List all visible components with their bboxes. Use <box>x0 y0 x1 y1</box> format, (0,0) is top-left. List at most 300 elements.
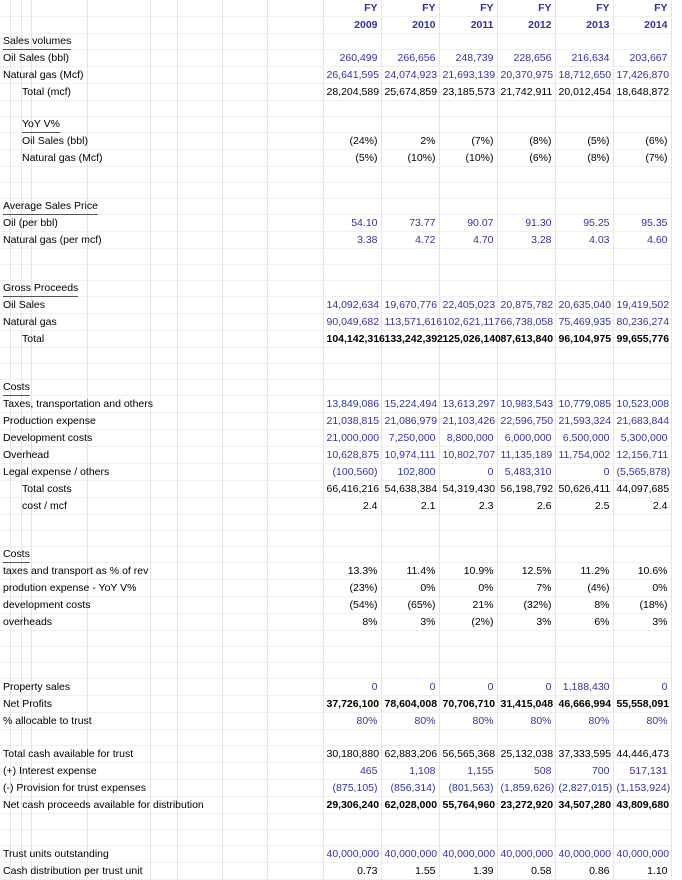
grid-cell[interactable] <box>222 797 267 814</box>
grid-cell[interactable] <box>267 830 323 846</box>
grid-cell[interactable] <box>222 84 267 101</box>
grid-cell[interactable] <box>0 331 45 348</box>
value-cell-gross_proceeds_hdr-2014[interactable] <box>613 281 671 297</box>
grid-cell[interactable] <box>222 780 267 797</box>
grid-cell[interactable] <box>267 696 323 713</box>
grid-cell[interactable] <box>150 430 177 447</box>
value-cell-spacer9-2009[interactable] <box>323 531 381 547</box>
value-cell-dev_costs_yoy-2012[interactable]: (32%) <box>497 597 555 614</box>
grid-cell[interactable] <box>0 265 10 281</box>
grid-cell[interactable] <box>87 481 150 498</box>
grid-cell[interactable] <box>177 265 222 281</box>
grid-cell[interactable] <box>177 447 222 464</box>
grid-cell[interactable] <box>21 265 31 281</box>
value-cell-yoy_oil-2014[interactable]: (6%) <box>613 133 671 150</box>
value-cell-total_mcf-2013[interactable]: 20,012,454 <box>555 84 613 101</box>
value-cell-taxes_transport-2010[interactable]: 15,224,494 <box>381 396 439 413</box>
grid-cell[interactable] <box>10 150 21 167</box>
value-cell-spacer10-2009[interactable] <box>323 631 381 647</box>
grid-cell[interactable] <box>267 563 323 580</box>
grid-cell[interactable] <box>0 515 10 531</box>
grid-cell[interactable] <box>31 647 87 663</box>
grid-cell[interactable] <box>222 498 267 515</box>
grid-cell[interactable] <box>21 830 31 846</box>
value-cell-net_cash_proceeds-2012[interactable]: 23,272,920 <box>497 797 555 814</box>
grid-cell[interactable] <box>150 498 177 515</box>
grid-cell[interactable] <box>150 631 177 647</box>
grid-cell[interactable] <box>10 730 21 746</box>
grid-cell[interactable] <box>87 647 150 663</box>
value-cell-prod_exp_yoy-2013[interactable]: (4%) <box>555 580 613 597</box>
grid-cell[interactable] <box>87 814 150 830</box>
value-cell-gross_proceeds_hdr-2009[interactable] <box>323 281 381 297</box>
value-cell-spacer1-2014[interactable] <box>613 101 671 117</box>
value-cell-spacer13-2011[interactable] <box>439 730 497 746</box>
grid-cell[interactable] <box>21 0 31 17</box>
value-cell-prod_exp_yoy-2014[interactable]: 0% <box>613 580 671 597</box>
grid-cell[interactable] <box>0 84 72 101</box>
grid-cell[interactable] <box>10 167 21 183</box>
grid-cell[interactable] <box>177 314 222 331</box>
value-cell-provision_trust-2012[interactable]: (1,859,626) <box>497 780 555 797</box>
column-header-year-2012[interactable]: 2012 <box>497 17 555 34</box>
grid-cell[interactable] <box>31 531 87 547</box>
value-cell-total_mcf-2009[interactable]: 28,204,589 <box>323 84 381 101</box>
value-cell-cost_per_mcf-2011[interactable]: 2.3 <box>439 498 497 515</box>
grid-cell[interactable] <box>87 297 150 314</box>
grid-cell[interactable] <box>0 547 30 563</box>
value-cell-costs_hdr-2011[interactable] <box>439 380 497 396</box>
value-cell-gas_per_mcf-2013[interactable]: 4.03 <box>555 232 613 249</box>
grid-cell[interactable] <box>222 531 267 547</box>
grid-cell[interactable] <box>150 396 177 413</box>
grid-cell[interactable] <box>222 314 267 331</box>
grid-cell[interactable] <box>10 183 21 199</box>
grid-cell[interactable] <box>177 67 222 84</box>
value-cell-spacer3-2012[interactable] <box>497 183 555 199</box>
grid-cell[interactable] <box>177 150 222 167</box>
value-cell-gas_per_mcf-2009[interactable]: 3.38 <box>323 232 381 249</box>
grid-cell[interactable] <box>87 498 150 515</box>
value-cell-net_profits-2011[interactable]: 70,706,710 <box>439 696 497 713</box>
grid-cell[interactable] <box>267 863 323 880</box>
grid-cell[interactable] <box>267 34 323 50</box>
grid-cell[interactable] <box>267 117 323 133</box>
value-cell-interest_expense-2012[interactable]: 508 <box>497 763 555 780</box>
grid-cell[interactable] <box>87 17 150 34</box>
grid-cell[interactable] <box>21 730 31 746</box>
grid-cell[interactable] <box>177 780 222 797</box>
grid-cell[interactable] <box>10 631 21 647</box>
value-cell-net_profits-2014[interactable]: 55,558,091 <box>613 696 671 713</box>
value-cell-development_costs-2014[interactable]: 5,300,000 <box>613 430 671 447</box>
grid-cell[interactable] <box>150 647 177 663</box>
value-cell-total_costs-2013[interactable]: 50,626,411 <box>555 481 613 498</box>
grid-cell[interactable] <box>10 364 21 380</box>
grid-cell[interactable] <box>222 563 267 580</box>
value-cell-overheads_yoy-2011[interactable]: (2%) <box>439 614 497 631</box>
grid-cell[interactable] <box>0 563 149 580</box>
grid-cell[interactable] <box>31 515 87 531</box>
value-cell-trust_units-2011[interactable]: 40,000,000 <box>439 846 497 863</box>
grid-cell[interactable] <box>177 614 222 631</box>
value-cell-spacer6-2010[interactable] <box>381 348 439 364</box>
value-cell-gp_natural_gas-2014[interactable]: 80,236,274 <box>613 314 671 331</box>
value-cell-spacer12-2010[interactable] <box>381 663 439 679</box>
value-cell-gp_natural_gas-2009[interactable]: 90,049,682 <box>323 314 381 331</box>
grid-cell[interactable] <box>10 117 21 133</box>
value-cell-legal_expense-2010[interactable]: 102,800 <box>381 464 439 481</box>
value-cell-spacer4-2009[interactable] <box>323 249 381 265</box>
column-header-fy-2010[interactable]: FY <box>381 0 439 17</box>
grid-cell[interactable] <box>0 183 10 199</box>
grid-cell[interactable] <box>222 580 267 597</box>
grid-cell[interactable] <box>150 167 177 183</box>
value-cell-property_sales-2013[interactable]: 1,188,430 <box>555 679 613 696</box>
value-cell-natural_gas_mcf-2012[interactable]: 20,370,975 <box>497 67 555 84</box>
value-cell-spacer10-2013[interactable] <box>555 631 613 647</box>
grid-cell[interactable] <box>0 281 79 297</box>
grid-cell[interactable] <box>267 797 323 814</box>
value-cell-provision_trust-2011[interactable]: (801,563) <box>439 780 497 797</box>
value-cell-sales_volumes_hdr-2011[interactable] <box>439 34 497 50</box>
value-cell-property_sales-2011[interactable]: 0 <box>439 679 497 696</box>
value-cell-taxes_transport-2011[interactable]: 13,613,297 <box>439 396 497 413</box>
value-cell-total_costs-2011[interactable]: 54,319,430 <box>439 481 497 498</box>
grid-cell[interactable] <box>150 780 177 797</box>
grid-cell[interactable] <box>31 183 87 199</box>
value-cell-spacer11-2012[interactable] <box>497 647 555 663</box>
grid-cell[interactable] <box>87 183 150 199</box>
grid-cell[interactable] <box>222 117 267 133</box>
value-cell-spacer3-2010[interactable] <box>381 183 439 199</box>
grid-cell[interactable] <box>87 364 150 380</box>
value-cell-pct_allocable-2010[interactable]: 80% <box>381 713 439 730</box>
value-cell-spacer4-2013[interactable] <box>555 249 613 265</box>
value-cell-dev_costs_yoy-2013[interactable]: 8% <box>555 597 613 614</box>
value-cell-trust_units-2014[interactable]: 40,000,000 <box>613 846 671 863</box>
value-cell-spacer13-2009[interactable] <box>323 730 381 746</box>
value-cell-spacer8-2010[interactable] <box>381 515 439 531</box>
grid-cell[interactable] <box>0 863 143 880</box>
grid-cell[interactable] <box>0 215 58 232</box>
grid-cell[interactable] <box>177 481 222 498</box>
grid-cell[interactable] <box>0 199 98 215</box>
grid-cell[interactable] <box>31 364 87 380</box>
grid-cell[interactable] <box>267 597 323 614</box>
value-cell-overheads_yoy-2012[interactable]: 3% <box>497 614 555 631</box>
value-cell-development_costs-2009[interactable]: 21,000,000 <box>323 430 381 447</box>
value-cell-spacer9-2012[interactable] <box>497 531 555 547</box>
column-header-year-2013[interactable]: 2013 <box>555 17 613 34</box>
value-cell-spacer1-2013[interactable] <box>555 101 613 117</box>
grid-cell[interactable] <box>177 430 222 447</box>
value-cell-spacer11-2009[interactable] <box>323 647 381 663</box>
grid-cell[interactable] <box>222 663 267 679</box>
grid-cell[interactable] <box>150 547 177 563</box>
grid-cell[interactable] <box>21 814 31 830</box>
grid-cell[interactable] <box>150 249 177 265</box>
grid-cell[interactable] <box>150 84 177 101</box>
value-cell-spacer3-2009[interactable] <box>323 183 381 199</box>
value-cell-spacer9-2011[interactable] <box>439 531 497 547</box>
grid-cell[interactable] <box>177 348 222 364</box>
value-cell-spacer9-2010[interactable] <box>381 531 439 547</box>
grid-cell[interactable] <box>87 133 150 150</box>
value-cell-gp_natural_gas-2010[interactable]: 113,571,616 <box>381 314 439 331</box>
grid-cell[interactable] <box>222 380 267 396</box>
grid-cell[interactable] <box>222 232 267 249</box>
grid-cell[interactable] <box>10 663 21 679</box>
value-cell-oil_per_bbl-2012[interactable]: 91.30 <box>497 215 555 232</box>
grid-cell[interactable] <box>21 663 31 679</box>
grid-cell[interactable] <box>267 580 323 597</box>
value-cell-spacer2-2009[interactable] <box>323 167 381 183</box>
grid-cell[interactable] <box>87 331 150 348</box>
grid-cell[interactable] <box>0 631 10 647</box>
value-cell-total_costs-2012[interactable]: 56,198,792 <box>497 481 555 498</box>
value-cell-cash_per_unit-2011[interactable]: 1.39 <box>439 863 497 880</box>
grid-cell[interactable] <box>267 314 323 331</box>
grid-cell[interactable] <box>177 281 222 297</box>
value-cell-total_mcf-2012[interactable]: 21,742,911 <box>497 84 555 101</box>
grid-cell[interactable] <box>267 232 323 249</box>
value-cell-yoy_hdr-2009[interactable] <box>323 117 381 133</box>
value-cell-development_costs-2010[interactable]: 7,250,000 <box>381 430 439 447</box>
grid-cell[interactable] <box>0 481 72 498</box>
grid-cell[interactable] <box>177 167 222 183</box>
value-cell-taxes_transport-2012[interactable]: 10,983,543 <box>497 396 555 413</box>
grid-cell[interactable] <box>222 396 267 413</box>
grid-cell[interactable] <box>222 364 267 380</box>
value-cell-cash_per_unit-2014[interactable]: 1.10 <box>613 863 671 880</box>
value-cell-production_expense-2009[interactable]: 21,038,815 <box>323 413 381 430</box>
grid-cell[interactable] <box>87 730 150 746</box>
grid-cell[interactable] <box>150 265 177 281</box>
grid-cell[interactable] <box>150 746 177 763</box>
value-cell-spacer12-2014[interactable] <box>613 663 671 679</box>
grid-cell[interactable] <box>150 117 177 133</box>
value-cell-total_costs-2010[interactable]: 54,638,384 <box>381 481 439 498</box>
grid-cell[interactable] <box>31 101 87 117</box>
column-header-fy-2014[interactable]: FY <box>613 0 671 17</box>
value-cell-pct_allocable-2013[interactable]: 80% <box>555 713 613 730</box>
value-cell-gp_total-2009[interactable]: 104,142,316 <box>323 331 381 348</box>
grid-cell[interactable] <box>10 101 21 117</box>
grid-cell[interactable] <box>267 215 323 232</box>
value-cell-oil_per_bbl-2014[interactable]: 95.35 <box>613 215 671 232</box>
grid-cell[interactable] <box>177 84 222 101</box>
value-cell-cash_per_unit-2009[interactable]: 0.73 <box>323 863 381 880</box>
value-cell-spacer5-2009[interactable] <box>323 265 381 281</box>
grid-cell[interactable] <box>31 547 87 563</box>
grid-cell[interactable] <box>150 215 177 232</box>
value-cell-taxes_transport-2014[interactable]: 10,523,008 <box>613 396 671 413</box>
grid-cell[interactable] <box>87 249 150 265</box>
value-cell-spacer14-2011[interactable] <box>439 814 497 830</box>
grid-cell[interactable] <box>0 150 103 167</box>
grid-cell[interactable] <box>21 17 31 34</box>
grid-cell[interactable] <box>150 663 177 679</box>
grid-cell[interactable] <box>0 814 10 830</box>
grid-cell[interactable] <box>150 101 177 117</box>
value-cell-spacer7-2010[interactable] <box>381 364 439 380</box>
grid-cell[interactable] <box>177 199 222 215</box>
grid-cell[interactable] <box>0 380 30 396</box>
grid-cell[interactable] <box>150 696 177 713</box>
grid-cell[interactable] <box>177 814 222 830</box>
grid-cell[interactable] <box>150 133 177 150</box>
value-cell-spacer6-2014[interactable] <box>613 348 671 364</box>
grid-cell[interactable] <box>0 647 10 663</box>
value-cell-spacer15-2011[interactable] <box>439 830 497 846</box>
value-cell-trust_units-2009[interactable]: 40,000,000 <box>323 846 381 863</box>
grid-cell[interactable] <box>0 846 109 863</box>
grid-cell[interactable] <box>267 133 323 150</box>
grid-cell[interactable] <box>87 67 150 84</box>
grid-cell[interactable] <box>267 413 323 430</box>
grid-cell[interactable] <box>0 679 71 696</box>
value-cell-yoy_gas-2014[interactable]: (7%) <box>613 150 671 167</box>
value-cell-spacer8-2014[interactable] <box>613 515 671 531</box>
grid-cell[interactable] <box>177 597 222 614</box>
value-cell-cash_per_unit-2013[interactable]: 0.86 <box>555 863 613 880</box>
grid-cell[interactable] <box>0 713 92 730</box>
value-cell-gross_proceeds_hdr-2011[interactable] <box>439 281 497 297</box>
value-cell-provision_trust-2010[interactable]: (856,314) <box>381 780 439 797</box>
value-cell-gp_natural_gas-2011[interactable]: 102,621,117 <box>439 314 497 331</box>
value-cell-spacer5-2010[interactable] <box>381 265 439 281</box>
value-cell-spacer1-2012[interactable] <box>497 101 555 117</box>
value-cell-yoy_oil-2009[interactable]: (24%) <box>323 133 381 150</box>
value-cell-cost_per_mcf-2009[interactable]: 2.4 <box>323 498 381 515</box>
grid-cell[interactable] <box>10 249 21 265</box>
grid-cell[interactable] <box>267 331 323 348</box>
grid-cell[interactable] <box>87 531 150 547</box>
value-cell-taxes_pct_rev-2013[interactable]: 11.2% <box>555 563 613 580</box>
grid-cell[interactable] <box>267 614 323 631</box>
value-cell-property_sales-2012[interactable]: 0 <box>497 679 555 696</box>
grid-cell[interactable] <box>87 713 150 730</box>
grid-cell[interactable] <box>150 763 177 780</box>
value-cell-net_cash_proceeds-2011[interactable]: 55,764,960 <box>439 797 497 814</box>
grid-cell[interactable] <box>267 348 323 364</box>
grid-cell[interactable] <box>0 597 91 614</box>
grid-cell[interactable] <box>222 430 267 447</box>
grid-cell[interactable] <box>150 863 177 880</box>
value-cell-net_cash_proceeds-2013[interactable]: 34,507,280 <box>555 797 613 814</box>
value-cell-spacer3-2014[interactable] <box>613 183 671 199</box>
grid-cell[interactable] <box>150 563 177 580</box>
grid-cell[interactable] <box>177 696 222 713</box>
value-cell-total_cash_trust-2011[interactable]: 56,565,368 <box>439 746 497 763</box>
value-cell-avg_price_hdr-2011[interactable] <box>439 199 497 215</box>
grid-cell[interactable] <box>10 84 21 101</box>
value-cell-cost_per_mcf-2013[interactable]: 2.5 <box>555 498 613 515</box>
value-cell-legal_expense-2012[interactable]: 5,483,310 <box>497 464 555 481</box>
grid-cell[interactable] <box>150 464 177 481</box>
value-cell-prod_exp_yoy-2011[interactable]: 0% <box>439 580 497 597</box>
grid-cell[interactable] <box>177 515 222 531</box>
value-cell-oil_per_bbl-2010[interactable]: 73.77 <box>381 215 439 232</box>
grid-cell[interactable] <box>177 746 222 763</box>
value-cell-spacer7-2013[interactable] <box>555 364 613 380</box>
value-cell-cash_per_unit-2010[interactable]: 1.55 <box>381 863 439 880</box>
grid-cell[interactable] <box>177 863 222 880</box>
grid-cell[interactable] <box>87 547 150 563</box>
value-cell-yoy_hdr-2010[interactable] <box>381 117 439 133</box>
grid-cell[interactable] <box>150 515 177 531</box>
value-cell-yoy_oil-2011[interactable]: (7%) <box>439 133 497 150</box>
value-cell-property_sales-2010[interactable]: 0 <box>381 679 439 696</box>
value-cell-yoy_hdr-2012[interactable] <box>497 117 555 133</box>
value-cell-spacer15-2013[interactable] <box>555 830 613 846</box>
grid-cell[interactable] <box>21 515 31 531</box>
value-cell-interest_expense-2010[interactable]: 1,108 <box>381 763 439 780</box>
grid-cell[interactable] <box>177 413 222 430</box>
grid-cell[interactable] <box>0 830 10 846</box>
grid-cell[interactable] <box>267 364 323 380</box>
grid-cell[interactable] <box>87 348 150 364</box>
value-cell-overhead-2012[interactable]: 11,135,189 <box>497 447 555 464</box>
grid-cell[interactable] <box>267 150 323 167</box>
grid-cell[interactable] <box>21 249 31 265</box>
value-cell-total_costs-2009[interactable]: 66,416,216 <box>323 481 381 498</box>
value-cell-spacer13-2012[interactable] <box>497 730 555 746</box>
grid-cell[interactable] <box>267 631 323 647</box>
column-header-year-2010[interactable]: 2010 <box>381 17 439 34</box>
grid-cell[interactable] <box>177 17 222 34</box>
value-cell-spacer11-2010[interactable] <box>381 647 439 663</box>
value-cell-production_expense-2014[interactable]: 21,683,844 <box>613 413 671 430</box>
grid-cell[interactable] <box>10 647 21 663</box>
value-cell-spacer14-2014[interactable] <box>613 814 671 830</box>
value-cell-interest_expense-2014[interactable]: 517,131 <box>613 763 671 780</box>
value-cell-spacer4-2011[interactable] <box>439 249 497 265</box>
value-cell-spacer15-2012[interactable] <box>497 830 555 846</box>
grid-cell[interactable] <box>87 281 150 297</box>
grid-cell[interactable] <box>31 348 87 364</box>
value-cell-overheads_yoy-2014[interactable]: 3% <box>613 614 671 631</box>
value-cell-spacer4-2014[interactable] <box>613 249 671 265</box>
grid-cell[interactable] <box>10 331 21 348</box>
grid-cell[interactable] <box>222 515 267 531</box>
value-cell-spacer14-2012[interactable] <box>497 814 555 830</box>
value-cell-production_expense-2013[interactable]: 21,593,324 <box>555 413 613 430</box>
value-cell-net_cash_proceeds-2014[interactable]: 43,809,680 <box>613 797 671 814</box>
value-cell-spacer2-2011[interactable] <box>439 167 497 183</box>
grid-cell[interactable] <box>222 631 267 647</box>
grid-cell[interactable] <box>87 696 150 713</box>
value-cell-trust_units-2010[interactable]: 40,000,000 <box>381 846 439 863</box>
value-cell-sales_volumes_hdr-2014[interactable] <box>613 34 671 50</box>
grid-cell[interactable] <box>10 814 21 830</box>
value-cell-taxes_pct_rev-2012[interactable]: 12.5% <box>497 563 555 580</box>
value-cell-pct_allocable-2012[interactable]: 80% <box>497 713 555 730</box>
grid-cell[interactable] <box>10 17 21 34</box>
value-cell-dev_costs_yoy-2014[interactable]: (18%) <box>613 597 671 614</box>
grid-cell[interactable] <box>222 830 267 846</box>
value-cell-spacer12-2013[interactable] <box>555 663 613 679</box>
grid-cell[interactable] <box>222 447 267 464</box>
grid-cell[interactable] <box>267 679 323 696</box>
value-cell-spacer2-2010[interactable] <box>381 167 439 183</box>
value-cell-yoy_oil-2010[interactable]: 2% <box>381 133 439 150</box>
value-cell-natural_gas_mcf-2011[interactable]: 21,693,139 <box>439 67 497 84</box>
grid-cell[interactable] <box>150 67 177 84</box>
value-cell-net_cash_proceeds-2009[interactable]: 29,306,240 <box>323 797 381 814</box>
value-cell-spacer8-2011[interactable] <box>439 515 497 531</box>
